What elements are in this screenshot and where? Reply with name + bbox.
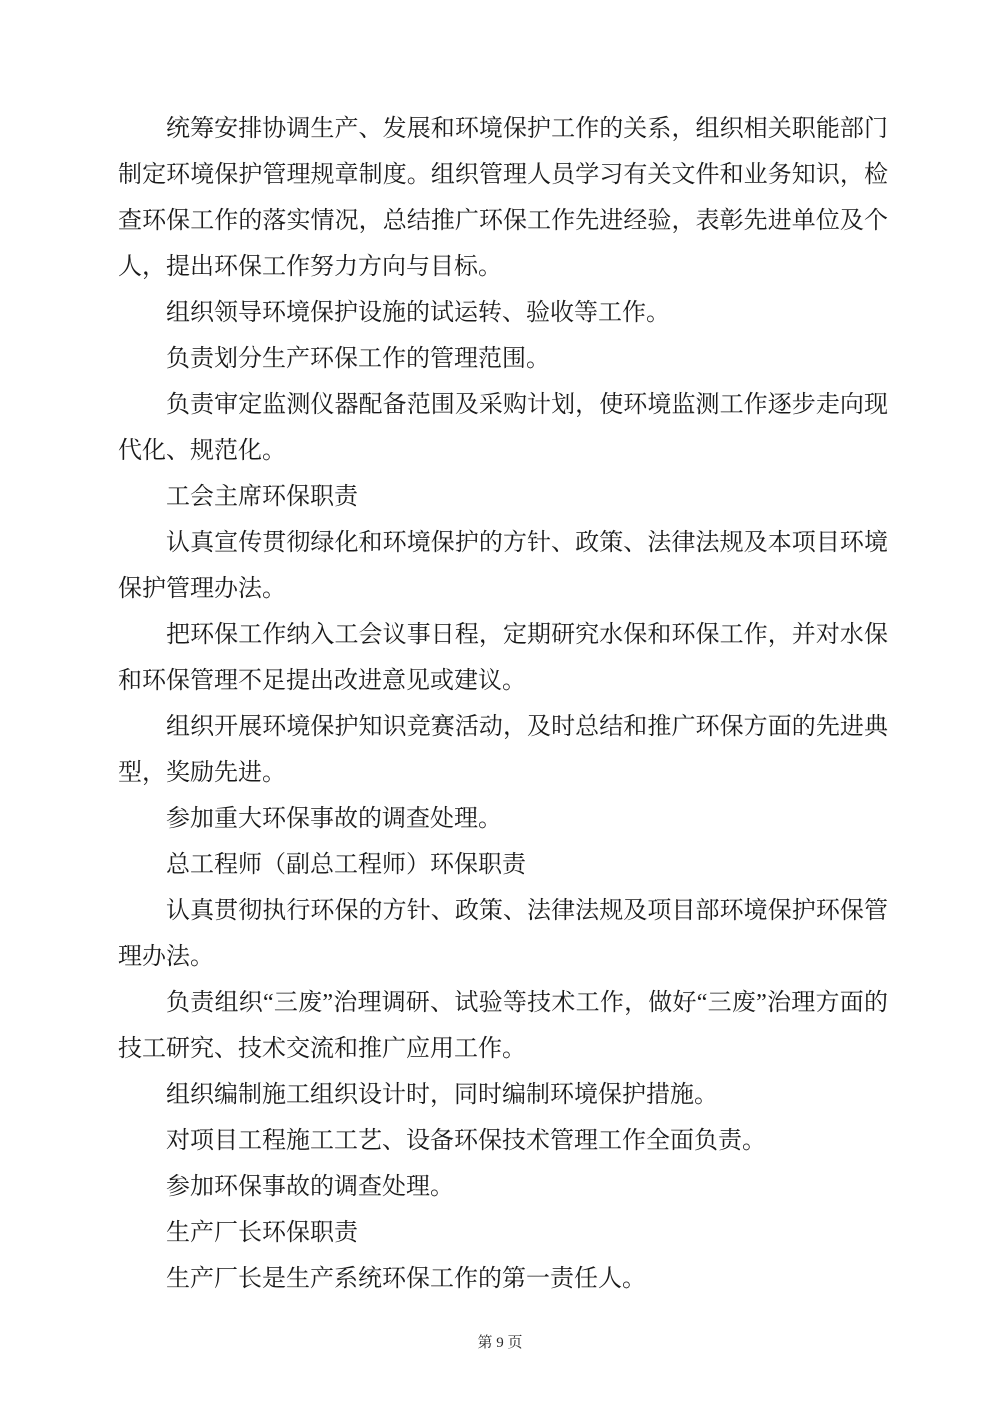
paragraph: 对项目工程施工工艺、设备环保技术管理工作全面负责。 (166, 1128, 766, 1154)
paragraph: 负责划分生产环保工作的管理范围。 (166, 346, 550, 372)
paragraph: 负责审定监测仪器配备范围及采购计划，使环境监测工作逐步走向现代化、规范化。 (118, 392, 888, 464)
paragraph: 认真宣传贯彻绿化和环境保护的方针、政策、法律法规及本项目环境保护管理办法。 (118, 530, 888, 602)
paragraph-heading: 工会主席环保职责 (166, 484, 358, 510)
page-number: 第 9 页 (477, 1335, 523, 1351)
paragraph-heading: 总工程师（副总工程师）环保职责 (166, 852, 526, 878)
paragraph: 组织开展环境保护知识竞赛活动，及时总结和推广环保方面的先进典型，奖励先进。 (118, 714, 888, 786)
paragraph: 认真贯彻执行环保的方针、政策、法律法规及项目部环境保护环保管理办法。 (118, 898, 888, 970)
page-footer (0, 1331, 1000, 1355)
paragraph: 参加环保事故的调查处理。 (166, 1174, 454, 1200)
paragraph: 统筹安排协调生产、发展和环境保护工作的关系，组织相关职能部门制定环境保护管理规章制度。组织管理人员学习有关文件和业务知识，检查环保工作的落实情况，总结推广环保工作先进经验，表彰先进单位及个人，提出环保工作努力方向与目标。 (118, 116, 888, 280)
paragraph: 参加重大环保事故的调查处理。 (166, 806, 502, 832)
paragraph: 组织编制施工组织设计时，同时编制环境保护措施。 (166, 1082, 718, 1108)
paragraph: 生产厂长是生产系统环保工作的第一责任人。 (166, 1266, 646, 1292)
paragraph: 负责组织“三废”治理调研、试验等技术工作，做好“三废”治理方面的技工研究、技术交流和推广应用工作。 (118, 990, 888, 1062)
paragraph: 组织领导环境保护设施的试运转、验收等工作。 (166, 300, 670, 326)
paragraph: 把环保工作纳入工会议事日程，定期研究水保和环保工作，并对水保和环保管理不足提出改进意见或建议。 (118, 622, 888, 694)
document-body (118, 106, 888, 1302)
paragraph-heading: 生产厂长环保职责 (166, 1220, 358, 1246)
